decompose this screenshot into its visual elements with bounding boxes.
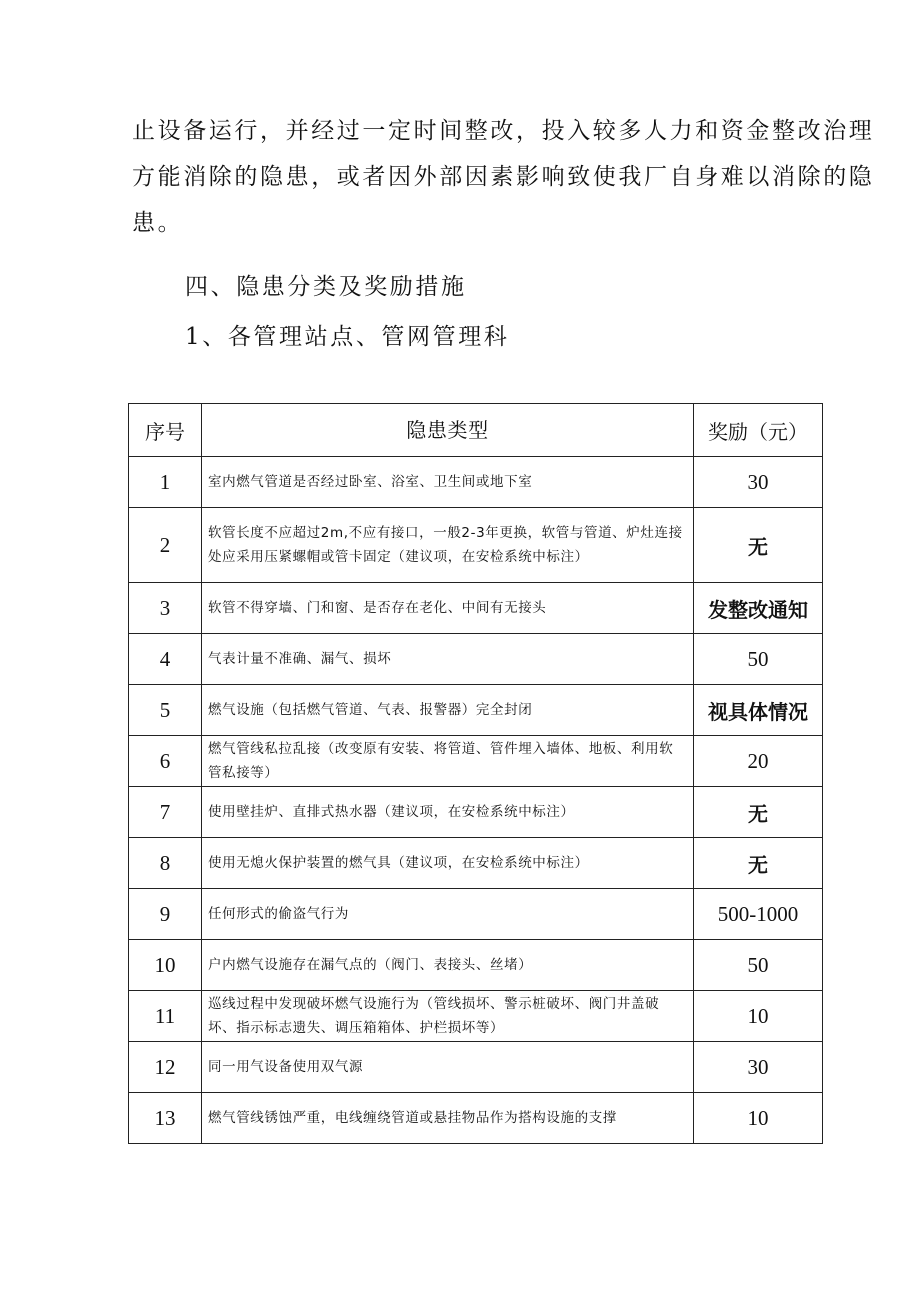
row-no: 4 xyxy=(129,634,202,685)
row-reward: 10 xyxy=(694,1093,823,1144)
table-row xyxy=(129,838,823,889)
row-no: 8 xyxy=(129,838,202,889)
row-type: 燃气设施（包括燃气管道、气表、报警器）完全封闭 xyxy=(202,685,694,736)
header-no: 序号 xyxy=(129,404,202,457)
row-reward: 50 xyxy=(694,940,823,991)
table-row xyxy=(129,1042,823,1093)
row-no: 13 xyxy=(129,1093,202,1144)
sub-heading: 1、各管理站点、管网管理科 xyxy=(185,324,510,350)
row-type: 气表计量不准确、漏气、损坏 xyxy=(202,634,694,685)
row-type: 巡线过程中发现破坏燃气设施行为（管线损坏、警示桩破坏、阀门井盖破坏、指示标志遗失、调压箱箱体、护栏损坏等） xyxy=(202,991,694,1042)
row-reward: 视具体情况 xyxy=(694,685,823,736)
row-reward: 10 xyxy=(694,991,823,1042)
row-reward: 50 xyxy=(694,634,823,685)
row-no: 11 xyxy=(129,991,202,1042)
row-no: 3 xyxy=(129,583,202,634)
intro-line: 止设备运行，并经过一定时间整改，投入较多人力和资金整改治理 xyxy=(132,118,875,144)
row-type: 软管长度不应超过2m,不应有接口，一般2-3年更换，软管与管道、炉灶连接处应采用压紧螺帽或管卡固定（建议项，在安检系统中标注） xyxy=(202,508,694,583)
row-no: 1 xyxy=(129,457,202,508)
section-heading: 四、隐患分类及奖励措施 xyxy=(185,274,467,300)
row-type: 室内燃气管道是否经过卧室、浴室、卫生间或地下室 xyxy=(202,457,694,508)
row-reward: 无 xyxy=(694,787,823,838)
row-reward: 20 xyxy=(694,736,823,787)
row-reward: 无 xyxy=(694,508,823,583)
table-row xyxy=(129,889,823,940)
row-type: 同一用气设备使用双气源 xyxy=(202,1042,694,1093)
row-reward: 无 xyxy=(694,838,823,889)
table-row xyxy=(129,1093,823,1144)
row-reward: 30 xyxy=(694,457,823,508)
table-row xyxy=(129,787,823,838)
row-type: 户内燃气设施存在漏气点的（阀门、表接头、丝堵） xyxy=(202,940,694,991)
table-header-row xyxy=(129,404,823,457)
row-no: 9 xyxy=(129,889,202,940)
table-row xyxy=(129,991,823,1042)
header-reward: 奖励（元） xyxy=(694,404,823,457)
row-no: 5 xyxy=(129,685,202,736)
row-reward: 发整改通知 xyxy=(694,583,823,634)
row-type: 燃气管线锈蚀严重，电线缠绕管道或悬挂物品作为搭构设施的支撑 xyxy=(202,1093,694,1144)
row-reward: 30 xyxy=(694,1042,823,1093)
header-type: 隐患类型 xyxy=(202,404,694,457)
table-row xyxy=(129,583,823,634)
table-row xyxy=(129,634,823,685)
table-row xyxy=(129,736,823,787)
row-type: 燃气管线私拉乱接（改变原有安装、将管道、管件埋入墙体、地板、利用软管私接等） xyxy=(202,736,694,787)
row-no: 12 xyxy=(129,1042,202,1093)
intro-line: 方能消除的隐患，或者因外部因素影响致使我厂自身难以消除的隐 xyxy=(132,164,875,190)
table-row xyxy=(129,508,823,583)
row-type: 使用壁挂炉、直排式热水器（建议项，在安检系统中标注） xyxy=(202,787,694,838)
intro-paragraph xyxy=(132,108,875,246)
row-type: 使用无熄火保护装置的燃气具（建议项，在安检系统中标注） xyxy=(202,838,694,889)
row-no: 10 xyxy=(129,940,202,991)
intro-line: 患。 xyxy=(132,210,184,236)
row-type: 软管不得穿墙、门和窗、是否存在老化、中间有无接头 xyxy=(202,583,694,634)
row-no: 6 xyxy=(129,736,202,787)
table-row xyxy=(129,940,823,991)
row-type: 任何形式的偷盗气行为 xyxy=(202,889,694,940)
table-row xyxy=(129,457,823,508)
row-no: 7 xyxy=(129,787,202,838)
row-reward: 500-1000 xyxy=(694,889,823,940)
row-no: 2 xyxy=(129,508,202,583)
table-row xyxy=(129,685,823,736)
hazard-reward-table xyxy=(128,403,823,1144)
